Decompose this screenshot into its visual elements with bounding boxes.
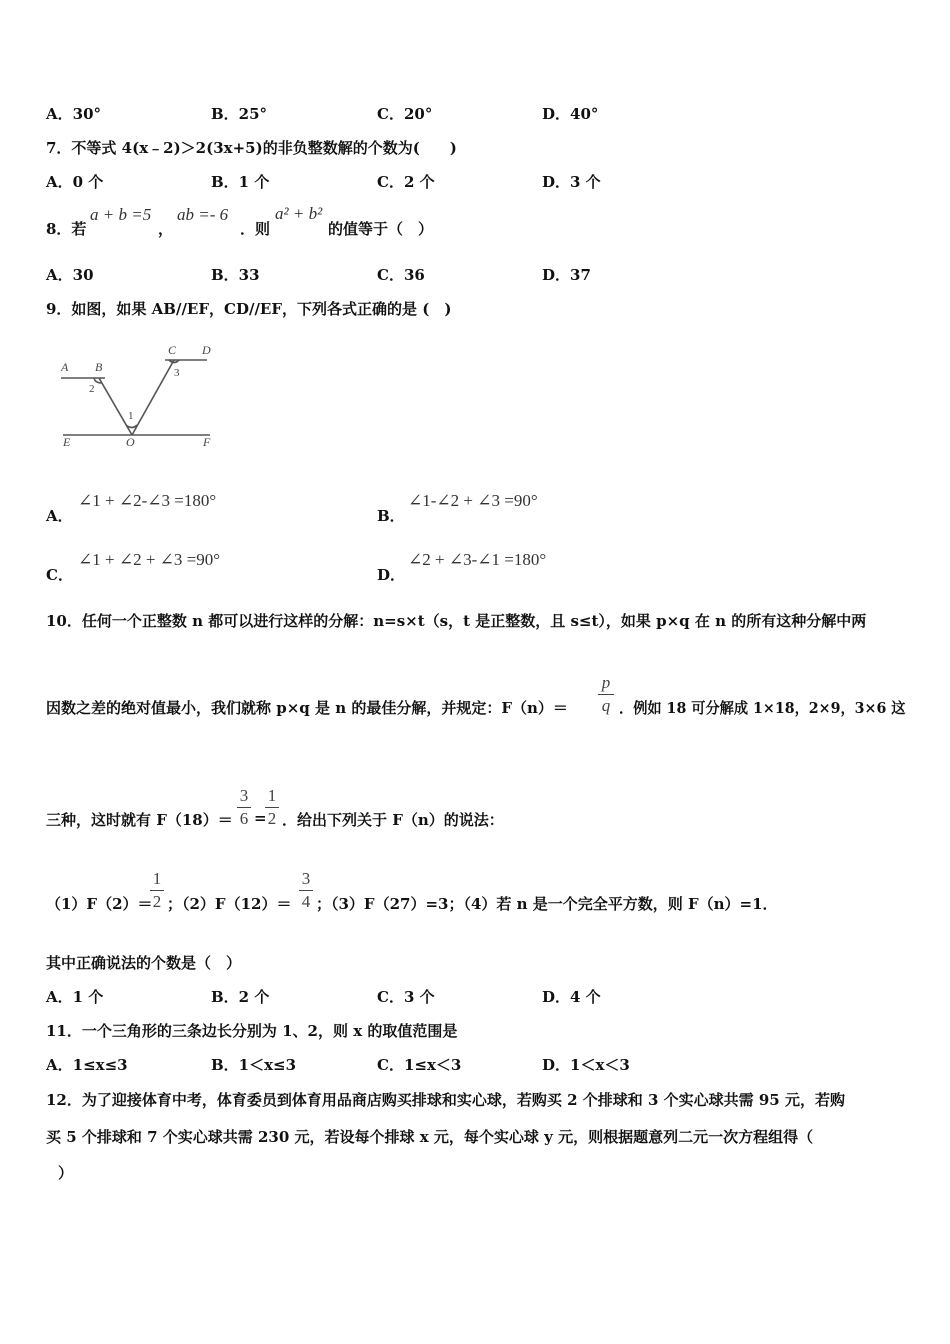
frac-denominator: q (601, 696, 611, 715)
q6-option-d: D．40° (542, 105, 599, 123)
q7-stem: 7．不等式 4(x﹣2)＞2(3x+5)的非负整数解的个数为( ) (46, 139, 457, 157)
q9-option-b-expr: ∠1-∠2 + ∠3 =90° (408, 491, 538, 510)
q6-option-a: A．30° (46, 105, 102, 123)
frac-denominator: 4 (301, 892, 311, 911)
q9-option-d-label: D． (377, 566, 406, 584)
fig-label-o: O (126, 435, 135, 449)
fig-label-e: E (63, 435, 71, 449)
q7-option-a: A．0 个 (46, 173, 104, 191)
q8-expr-product: ab =- 6 (177, 205, 229, 224)
q12-line2: 买 5 个排球和 7 个实心球共需 230 元，若设每个排球 x 元，每个实心球 y 元，则根据题意列二元一次方程组得（ (46, 1128, 814, 1146)
q10-line2b: ．例如 18 可分解成 1×18，2×9，3×6 这 (619, 699, 906, 717)
q10-fraction-s2 (299, 869, 313, 912)
q10-line3b: ．给出下列关于 F（n）的说法： (282, 811, 504, 829)
q9-option-a-expr: ∠1 + ∠2-∠3 =180° (78, 491, 217, 510)
q8-option-a: A．30 (46, 266, 94, 284)
q11-stem: 11．一个三角形的三条边长分别为 1、2，则 x 的取值范围是 (46, 1022, 458, 1040)
q10-line2a: 因数之差的绝对值最小，我们就称 p×q 是 n 的最佳分解，并规定：F（n）＝ (46, 699, 568, 717)
q10-line1: 10．任何一个正整数 n 都可以进行这样的分解：n=s×t（s，t 是正整数，且 s≤t），如果 p×q 在 n 的所有这种分解中两 (46, 612, 867, 630)
q7-option-d: D．3 个 (542, 173, 601, 191)
frac-denominator: 2 (152, 892, 162, 911)
q6-option-b: B．25° (211, 105, 268, 123)
q10-statement-1: （1）F（2）＝ (46, 895, 153, 913)
fig-label-b: B (95, 360, 103, 374)
q10-fraction-s1 (150, 869, 164, 912)
fig-label-a: A (61, 360, 69, 374)
q8-option-b: B．33 (211, 266, 260, 284)
fig-angle-3: 3 (174, 367, 180, 379)
fig-label-c: C (168, 343, 177, 357)
q10-fraction-1-2 (265, 786, 279, 829)
q8-comma: ， (158, 220, 174, 238)
q12-line1: 12．为了迎接体育中考，体育委员到体育用品商店购买排球和实心球，若购买 2 个排球和 3 个实心球共需 95 元，若购 (46, 1091, 845, 1109)
q8-option-d: D．37 (542, 266, 591, 284)
frac-denominator: 2 (267, 809, 277, 828)
fig-label-f: F (203, 435, 211, 449)
q10-statement-2: ；（2）F（12）＝ (167, 895, 292, 913)
q8-label: 8．若 (46, 220, 87, 238)
q11-option-c: C．1≤x＜3 (377, 1056, 462, 1074)
fig-angle-2: 2 (89, 383, 95, 395)
fig-label-d: D (202, 343, 211, 357)
q9-figure (55, 338, 225, 453)
q10-fraction-3-6 (237, 786, 251, 829)
q10-count-question: 其中正确说法的个数是（ ） (46, 954, 242, 972)
q9-stem: 9．如图，如果 AB//EF，CD//EF，下列各式正确的是 ( ) (46, 300, 452, 318)
q8-option-c: C．36 (377, 266, 425, 284)
q9-option-b-label: B． (377, 507, 405, 525)
q8-then: ．则 (240, 220, 271, 238)
q10-option-d: D．4 个 (542, 988, 601, 1006)
frac-numerator: 3 (301, 869, 311, 888)
q9-option-d-expr: ∠2 + ∠3-∠1 =180° (408, 550, 547, 569)
q9-option-c-label: C． (46, 566, 73, 584)
q9-option-a-label: A． (46, 507, 73, 525)
q8-expr-sum: a + b =5 (90, 205, 152, 224)
q10-statement-3-4: ；（3）F（27）=3；（4）若 n 是一个完全平方数，则 F（n）=1． (316, 895, 778, 913)
q11-option-a: A．1≤x≤3 (46, 1056, 128, 1074)
q11-option-b: B．1＜x≤3 (211, 1056, 297, 1074)
q10-fraction-pq (598, 673, 614, 716)
q10-equals: = (254, 809, 267, 827)
q9-option-c-expr: ∠1 + ∠2 + ∠3 =90° (78, 550, 221, 569)
q6-option-c: C．20° (377, 105, 433, 123)
frac-denominator: 6 (239, 809, 249, 828)
frac-numerator: 1 (152, 869, 162, 888)
frac-numerator: 1 (267, 786, 277, 805)
q10-line3a: 三种，这时就有 F（18）＝ (46, 811, 233, 829)
fig-angle-1: 1 (128, 410, 134, 422)
q7-option-c: C．2 个 (377, 173, 435, 191)
q8-tail: 的值等于（ ） (328, 220, 434, 238)
frac-numerator: p (601, 673, 611, 692)
q12-line3: ） (58, 1164, 74, 1182)
frac-numerator: 3 (239, 786, 249, 805)
q10-option-b: B．2 个 (211, 988, 270, 1006)
q11-option-d: D．1＜x＜3 (542, 1056, 630, 1074)
q8-expr-squares: a² + b² (275, 204, 323, 223)
q7-option-b: B．1 个 (211, 173, 270, 191)
q10-option-c: C．3 个 (377, 988, 435, 1006)
q10-option-a: A．1 个 (46, 988, 104, 1006)
